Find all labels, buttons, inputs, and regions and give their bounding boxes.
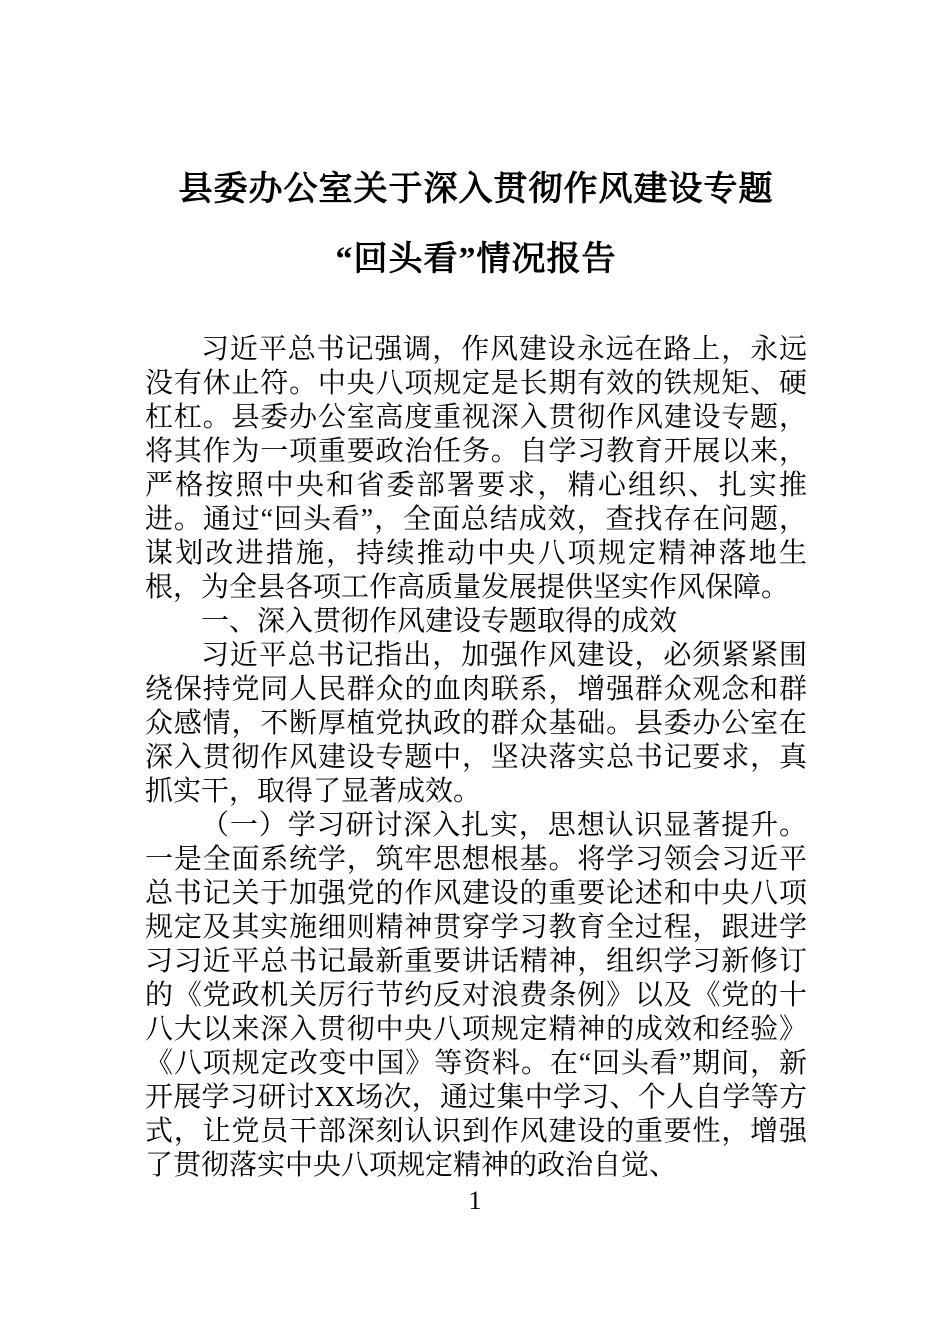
- paragraph-section-lead: 习近平总书记指出，加强作风建设，必须紧紧围绕保持党同人民群众的血肉联系，增强群众观念和群众感情，不断厚植党执政的群众基础。县委办公室在深入贯彻作风建设专题中，坚决落实总书记要求，真抓实干，取得了显著成效。: [145, 640, 807, 807]
- paragraph-subsection-1: （一）学习研讨深入扎实，思想认识显著提升。一是全面系统学，筑牢思想根基。将学习领会习近平总书记关于加强党的作风建设的重要论述和中央八项规定及其实施细则精神贯穿学习教育全过程，跟进学习习近平总书记最新重要讲话精神，组织学习新修订的《党政机关厉行节约反对浪费条例》以及《党的十八大以来深入贯彻中央八项规定精神的成效和经验》《八项规定改变中国》等资料。在“回头看”期间，新开展学习研讨XX场次，通过集中学习、个人自学等方式，让党员干部深刻认识到作风建设的重要性，增强了贯彻落实中央八项规定精神的政治自觉、: [145, 810, 807, 1181]
- paragraph-intro: 习近平总书记强调，作风建设永远在路上，永远没有休止符。中央八项规定是长期有效的铁规矩、硬杠杠。县委办公室高度重视深入贯彻作风建设专题，将其作为一项重要政治任务。自学习教育开展以来，严格按照中央和省委部署要求，精心组织、扎实推进。通过“回头看”，全面总结成效，查找存在问题，谋划改进措施，持续推动中央八项规定精神落地生根，为全县各项工作高质量发展提供坚实作风保障。: [145, 334, 807, 603]
- document-title-line-2: “回头看”情况报告: [335, 241, 617, 278]
- page-number: 1: [468, 1186, 482, 1215]
- section-heading-1: 一、深入贯彻作风建设专题取得的成效: [201, 606, 678, 637]
- document-title-line-1: 县委办公室关于深入贯彻作风建设专题: [178, 171, 774, 208]
- document-content: [145, 163, 807, 1183]
